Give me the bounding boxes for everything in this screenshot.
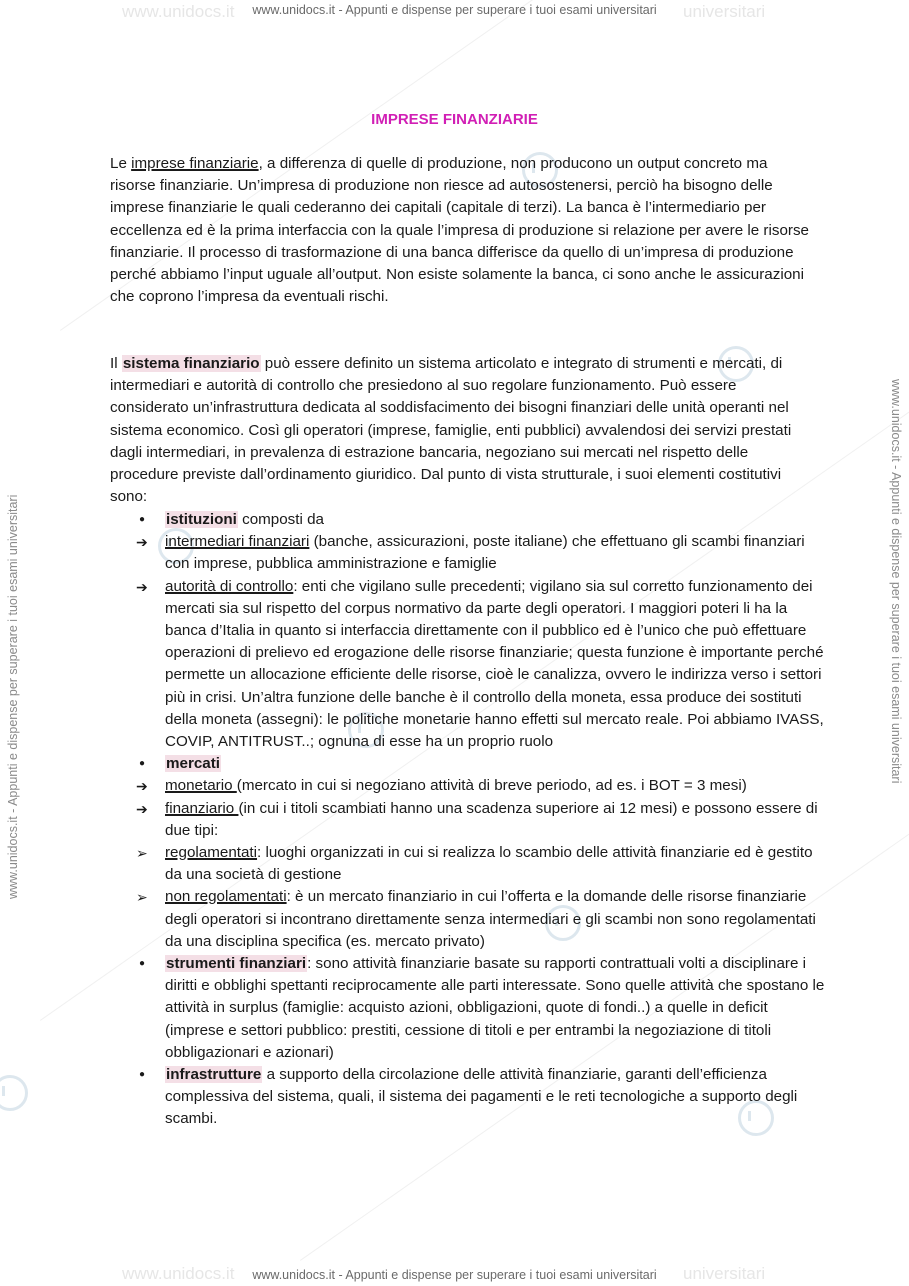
list-item-text: : luoghi organizzati in cui si realizza lo scambio delle attività finanziarie ed è gestito da una società di gestione xyxy=(165,844,813,884)
triangle-arrow-icon xyxy=(136,886,158,909)
watermark-faint-right: universitari xyxy=(683,2,766,21)
list-item xyxy=(136,775,826,797)
list-item xyxy=(136,1064,826,1131)
list-item xyxy=(136,842,826,886)
paragraph-text: Il xyxy=(110,355,122,372)
list-item-term: istituzioni xyxy=(166,511,237,528)
footer-watermark: www.unidocs.it - Appunti e dispense per superare i tuoi esami universitari xyxy=(252,1268,657,1282)
left-side-watermark: www.unidocs.it - Appunti e dispense per superare i tuoi esami universitari xyxy=(6,494,20,899)
arrow-bullet-icon xyxy=(136,576,158,599)
list-item xyxy=(136,953,826,1064)
arrow-bullet-icon xyxy=(136,531,158,554)
bullet-icon xyxy=(136,1064,158,1088)
list-item-text: : enti che vigilano sulle precedenti; vigilano sia sul corretto funzionamento dei mercati sia sul rispetto del corpus normativo da parte degli operatori. I maggiori poteri li ha la banca d’Italia in quanto si interfaccia direttamente con il pubblico ed è l’unico che può effettuare operazioni di prelievo ed erogazione delle risorse finanziarie; questa funzione è importante perché permette un allocazione efficiente delle risorse, cioè le canalizza, ovvero le indirizza verso i settori più in crisi. Un’altra funzione delle banche è il controllo della moneta, essa produce dei sostituti della moneta (assegni): le politiche monetarie hanno effetti sul mercato reale. Poi abbiamo IVASS, COVIP, ANTITRUST..; ognuna di esse ha un proprio ruolo xyxy=(165,577,824,751)
watermark-faint-left: www.unidocs.it xyxy=(122,2,235,21)
header-watermark: www.unidocs.it - Appunti e dispense per superare i tuoi esami universitari xyxy=(252,3,657,17)
paragraph-text: può essere definito un sistema articolato e integrato di strumenti e mercati, di intermediari e autorità di controllo che presiedono al suo regolare funzionamento. Può essere considerato un’infrastruttura dedicata al soddisfacimento dei bisogni finanziari delle unità operanti nel sistema economico. Così gli operatori (imprese, famiglie, enti pubblici) avvalendosi dei servizi prestati dagli intermediari, in prevalenza di estrazione bancaria, negoziano sui mercati nel rispetto delle procedure previste dall’ordinamento giuridico. Dal punto di vista strutturale, i suoi elementi costitutivi sono: xyxy=(110,355,792,506)
elements-list xyxy=(136,509,826,1131)
list-item-text: a supporto della circolazione delle attività finanziarie, garanti dell’efficienza complessiva del sistema, quali, il sistema dei pagamenti e le reti tecnologiche a supporto degli scambi. xyxy=(165,1066,798,1128)
list-item-term: autorità di controllo xyxy=(165,577,294,595)
list-item-text: (banche, assicurazioni, poste italiane) che effettuano gli scambi finanziari con imprese, pubblica amministrazione e famiglie xyxy=(165,533,805,573)
document-title: IMPRESE FINANZIARIE xyxy=(371,111,538,128)
list-item-text: composti da xyxy=(237,511,324,528)
list-item-term: non regolamentati xyxy=(165,888,287,906)
term-imprese-finanziarie: imprese finanziarie xyxy=(131,155,259,172)
list-item-term: mercati xyxy=(166,755,221,773)
bullet-icon xyxy=(136,509,158,533)
paragraph-text: , a differenza di quelle di produzione, non producono un output concreto ma risorse finanziarie. Un’impresa di produzione non riesce ad autosostenersi, perciò ha bisogno delle imprese finanziarie le quali cederanno dei capitali (capitale di terzi). La banca è l’intermediario per eccellenza ed è la prima interfaccia con la quale l’impresa di produzione si relazione per avere le risorse finanziarie. Il processo di trasformazione di una banca differisce da quello di un’impresa di produzione perché abbiamo l’input uguale all’output. Non esiste solamente la banca, ci sono anche le assicurazioni che coprono l’impresa da eventuali rischi. xyxy=(110,155,809,306)
arrow-bullet-icon xyxy=(136,775,158,798)
arrow-bullet-icon xyxy=(136,798,158,821)
list-item xyxy=(136,886,826,953)
list-item-term: monetario xyxy=(165,777,237,795)
list-item-term: strumenti finanziari xyxy=(166,955,307,973)
right-side-watermark: www.unidocs.it - Appunti e dispense per superare i tuoi esami universitari xyxy=(889,379,903,784)
term-sistema-finanziario: sistema finanziario xyxy=(122,355,260,372)
list-item xyxy=(136,509,826,531)
list-item-text: : sono attività finanziarie basate su rapporti contrattuali volti a disciplinare i diritti e obblighi spettanti reciprocamente alle parti interessate. Sono quelle attività che spostano le attività in surplus (famiglie: acquisto azioni, obbligazioni, quote di fondi..) a quelle in deficit (imprese e settori pubblico: prestiti, cessione di titoli e per entrambi la negoziazione di titoli obbligazionari e azionari) xyxy=(165,955,825,1061)
watermark-faint-right-bottom: universitari xyxy=(683,1264,766,1283)
paragraph-imprese xyxy=(110,153,810,308)
list-item-term: infrastrutture xyxy=(166,1066,262,1084)
list-item-term: regolamentati xyxy=(165,844,258,862)
paragraph-text: Le xyxy=(110,155,132,172)
bullet-icon xyxy=(136,753,158,777)
paragraph-sistema xyxy=(110,353,810,508)
list-item xyxy=(136,531,826,575)
list-item-term: finanziario xyxy=(165,799,239,817)
list-item xyxy=(136,576,826,754)
triangle-arrow-icon xyxy=(136,842,158,865)
list-item-term: intermediari finanziari xyxy=(165,533,310,551)
list-item-text: (mercato in cui si negoziano attività di breve periodo, ad es. i BOT = 3 mesi) xyxy=(236,777,747,795)
list-item xyxy=(136,753,826,775)
bullet-icon xyxy=(136,953,158,977)
list-item xyxy=(136,798,826,842)
list-item-text: : è un mercato finanziario in cui l’offerta e la domande delle risorse finanziarie degli operatori si incontrano direttamente senza intermediari e gli scambi non sono regolamentati da una disciplina specifica (es. mercato privato) xyxy=(165,888,816,950)
unidocs-logo-icon xyxy=(0,1075,28,1111)
watermark-faint-left-bottom: www.unidocs.it xyxy=(122,1264,235,1283)
list-item-text: (in cui i titoli scambiati hanno una scadenza superiore ai 12 mesi) e possono essere di due tipi: xyxy=(165,799,818,839)
